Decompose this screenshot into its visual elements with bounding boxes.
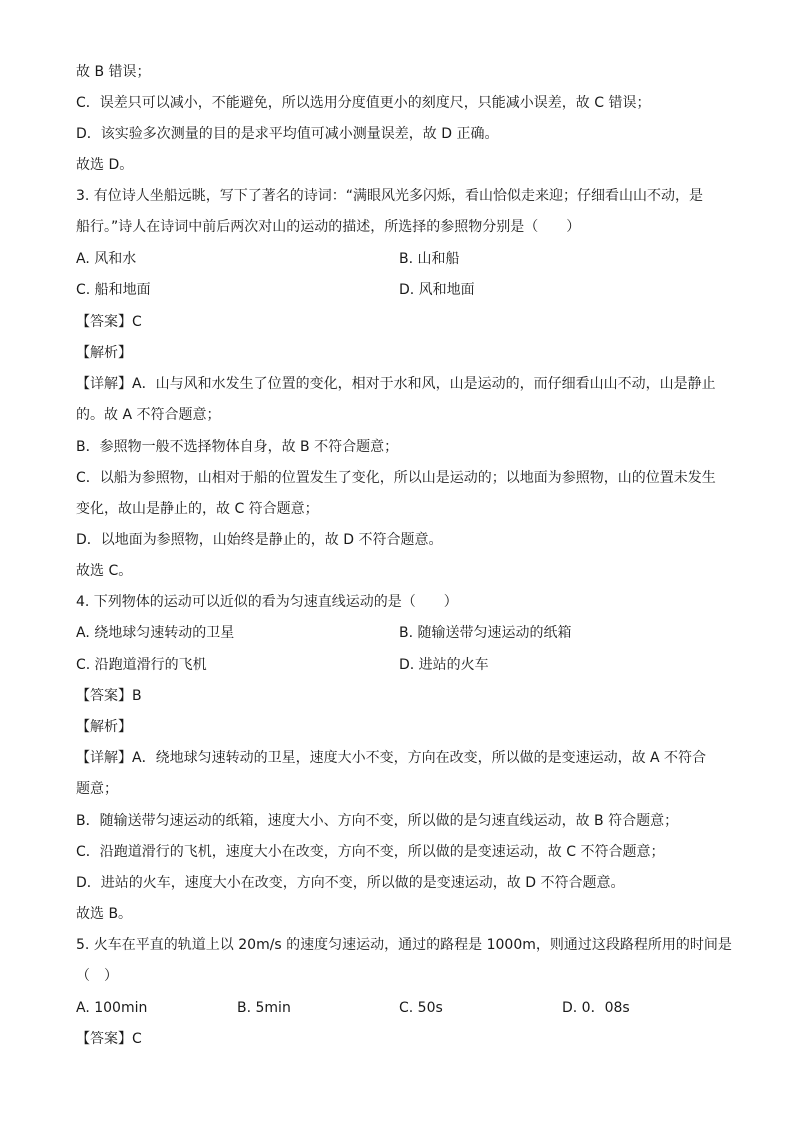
detail-text: 变化，故山是静止的，故 C 符合题意； <box>76 501 319 517</box>
text-line: 故选 B。 <box>76 906 133 922</box>
q5-option-b: B. 5min <box>237 1000 291 1016</box>
text-line: D．该实验多次测量的目的是求平均值可减小测量误差，故 D 正确。 <box>76 126 499 142</box>
q5-option-a: A. 100min <box>76 1000 148 1016</box>
q4-option-a: A. 绕地球匀速转动的卫星 <box>76 625 235 641</box>
detail-text: D．以地面为参照物，山始终是静止的，故 D 不符合题意。 <box>76 532 443 548</box>
q5-option-d: D. 0．08s <box>562 1000 630 1016</box>
answer-label: 【答案】C <box>76 314 142 330</box>
q3-option-d: D. 风和地面 <box>399 282 475 298</box>
text-line: 故选 C。 <box>76 563 133 579</box>
analysis-label: 【解析】 <box>76 345 132 361</box>
question-4-stem: 4. 下列物体的运动可以近似的看为匀速直线运动的是（ ） <box>76 594 458 610</box>
q4-option-d: D. 进站的火车 <box>399 657 489 673</box>
detail-text: B．随输送带匀速运动的纸箱，速度大小、方向不变，所以做的是匀速直线运动，故 B 符合题意； <box>76 813 679 829</box>
detail-text: 【详解】A．绕地球匀速转动的卫星，速度大小不变，方向在改变，所以做的是变速运动，故 A 不符合 <box>76 750 707 766</box>
q3-option-c: C. 船和地面 <box>76 282 151 298</box>
text-line: C．误差只可以减小，不能避免，所以选用分度值更小的刻度尺，只能减小误差，故 C 错误； <box>76 95 651 111</box>
question-3-stem: 船行。”诗人在诗词中前后两次对山的运动的描述，所选择的参照物分别是（ ） <box>76 219 581 235</box>
q3-option-b: B. 山和船 <box>399 251 460 267</box>
question-5-stem: （ ） <box>76 968 118 984</box>
question-3-stem: 3. 有位诗人坐船远眺，写下了著名的诗词：“满眼风光多闪烁，看山恰似走来迎；仔细看山山不动，是 <box>76 188 704 204</box>
q5-option-c: C. 50s <box>399 1000 443 1016</box>
text-line: 故 B 错误； <box>76 64 151 80</box>
detail-text: C．沿跑道滑行的飞机，速度大小在改变，方向不变，所以做的是变速运动，故 C 不符合题意； <box>76 844 665 860</box>
answer-label: 【答案】C <box>76 1031 142 1047</box>
analysis-label: 【解析】 <box>76 719 132 735</box>
detail-text: D．进站的火车，速度大小在改变，方向不变，所以做的是变速运动，故 D 不符合题意。 <box>76 875 625 891</box>
answer-label: 【答案】B <box>76 688 142 704</box>
detail-text: B．参照物一般不选择物体自身，故 B 不符合题意； <box>76 439 399 455</box>
detail-text: 的。故 A 不符合题意； <box>76 407 221 423</box>
q3-option-a: A. 风和水 <box>76 251 137 267</box>
q4-option-b: B. 随输送带匀速运动的纸箱 <box>399 625 572 641</box>
detail-text: C．以船为参照物，山相对于船的位置发生了变化，所以山是运动的；以地面为参照物，山的位置未发生 <box>76 470 716 486</box>
text-line: 故选 D。 <box>76 157 134 173</box>
question-5-stem: 5. 火车在平直的轨道上以 20m/s 的速度匀速运动，通过的路程是 1000m，则通过这段路程所用的时间是 <box>76 937 732 953</box>
detail-text: 【详解】A．山与风和水发生了位置的变化，相对于水和风，山是运动的，而仔细看山山不动，山是静止 <box>76 376 716 392</box>
q4-option-c: C. 沿跑道滑行的飞机 <box>76 657 207 673</box>
detail-text: 题意； <box>76 781 118 797</box>
